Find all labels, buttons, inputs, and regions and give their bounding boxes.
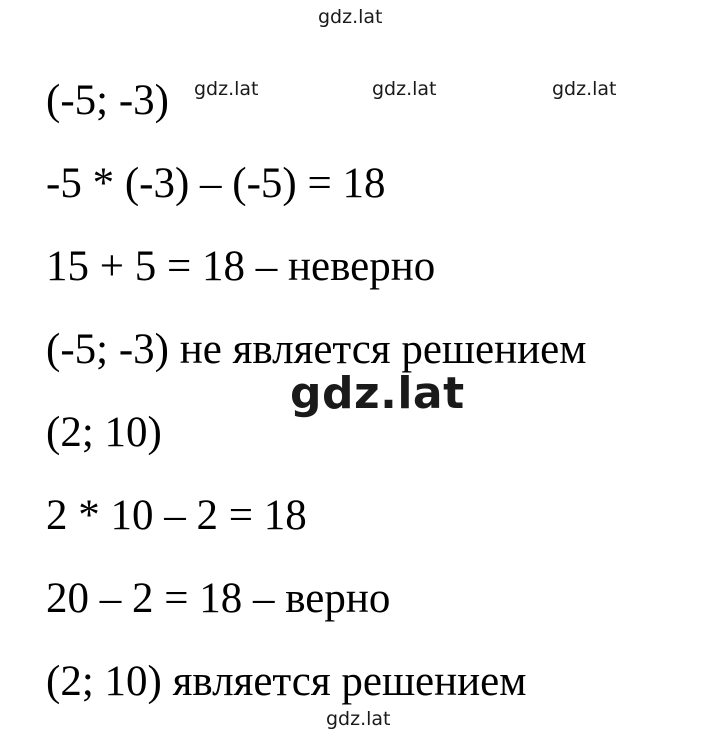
- watermark-row1-c: gdz.lat: [552, 78, 617, 100]
- solution-line-5: (2; 10): [46, 409, 162, 456]
- solution-line-4: (-5; -3) не является решением: [46, 326, 587, 373]
- solution-line-7: 20 – 2 = 18 – верно: [46, 575, 391, 622]
- solution-line-2: -5 * (-3) – (-5) = 18: [46, 160, 386, 207]
- solution-line-8: (2; 10) является решением: [46, 658, 527, 705]
- solution-line-1: (-5; -3): [46, 77, 169, 124]
- watermark-bottom: gdz.lat: [326, 708, 391, 730]
- watermark-center: gdz.lat: [290, 368, 465, 419]
- watermark-row1-a: gdz.lat: [194, 78, 259, 100]
- watermark-row1-b: gdz.lat: [372, 78, 437, 100]
- solution-line-6: 2 * 10 – 2 = 18: [46, 492, 307, 539]
- watermark-top: gdz.lat: [318, 6, 383, 28]
- solution-line-3: 15 + 5 = 18 – неверно: [46, 243, 436, 290]
